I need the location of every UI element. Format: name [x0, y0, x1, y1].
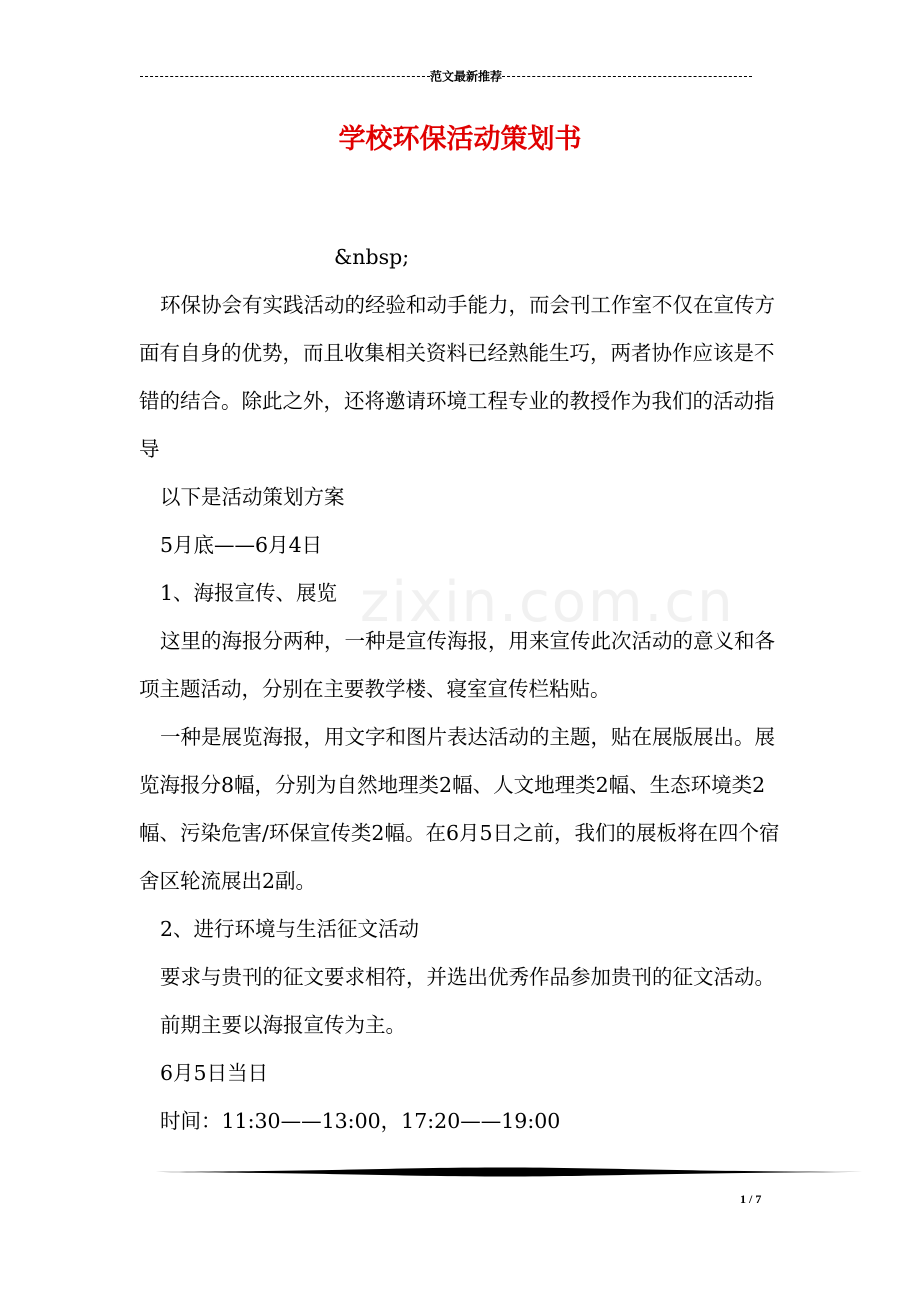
paragraph-date-range: 5月底——6月4日	[160, 533, 323, 557]
header-dash-left	[140, 76, 430, 77]
footer-rule	[139, 1166, 863, 1178]
paragraph-exhibition: 一种是展览海报，用文字和图片表达活动的主题，贴在展版展出。展览海报分8幅，分别为自然地理类2幅、人文地理类2幅、生态环境类2幅、污染危害/环保宣传类2幅。在6月5日之前，我们的展板将在四个宿舍区轮流展出2副。	[139, 725, 780, 893]
paragraph-poster-types: 这里的海报分两种，一种是宣传海报，用来宣传此次活动的意义和各项主题活动，分别在主要教学楼、寝室宣传栏粘贴。	[139, 629, 775, 701]
paragraph-item-2: 2、进行环境与生活征文活动	[160, 917, 420, 941]
paragraph-nbsp: &nbsp;	[334, 245, 410, 269]
paragraph-time: 时间：11:30——13:00，17:20——19:00	[160, 1109, 561, 1133]
paragraph-june5: 6月5日当日	[160, 1061, 269, 1085]
watermark: zixin.com.cn	[360, 570, 735, 635]
paragraph-early-stage: 前期主要以海报宣传为主。	[160, 1013, 406, 1037]
document-title: 学校环保活动策划书	[338, 124, 582, 155]
paragraph-plan-heading: 以下是活动策划方案	[160, 485, 345, 509]
header-label: 范文最新推荐	[430, 69, 503, 84]
paragraph-essay-requirements: 要求与贵刊的征文要求相符，并选出优秀作品参加贵刊的征文活动。	[160, 965, 775, 989]
page-number: 1 / 7	[740, 1192, 762, 1206]
page-header	[140, 66, 780, 86]
document-body	[139, 233, 789, 1145]
paragraph-intro: 环保协会有实践活动的经验和动手能力，而会刊工作室不仅在宣传方面有自身的优势，而且收集相关资料已经熟能生巧，两者协作应该是不错的结合。除此之外，还将邀请环境工程专业的教授作为我们的活动指导	[139, 293, 775, 461]
paragraph-item-1: 1、海报宣传、展览	[160, 581, 338, 605]
header-dash-right	[502, 76, 752, 77]
